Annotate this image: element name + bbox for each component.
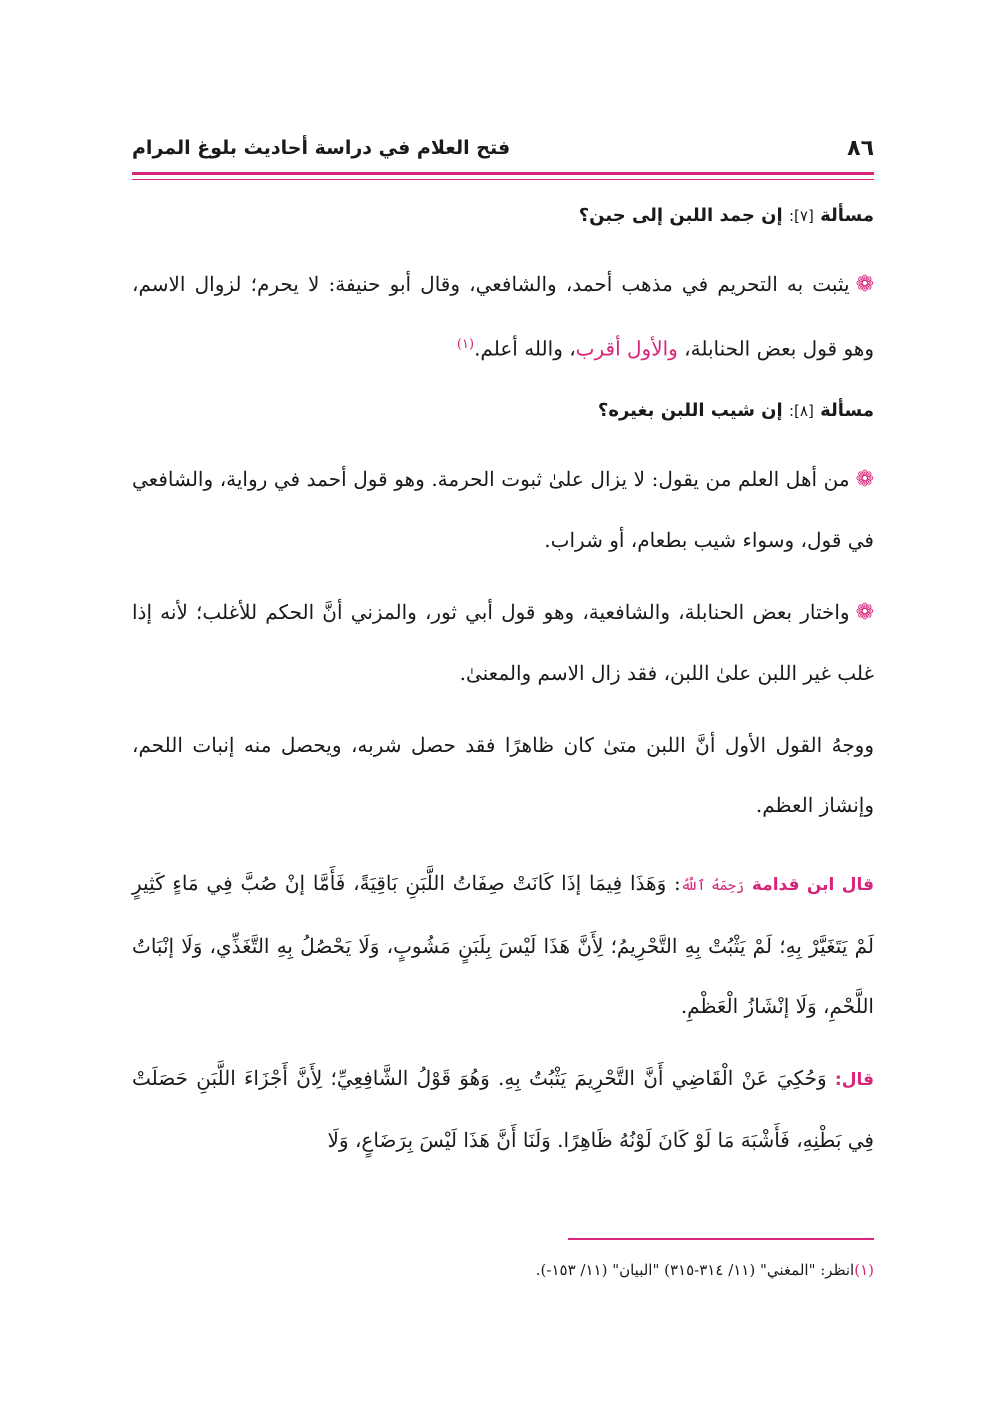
issue-number: [٧]: bbox=[788, 207, 814, 225]
paragraph-5-quote bbox=[132, 853, 874, 1036]
page-body bbox=[132, 196, 874, 1182]
paragraph-tail: ، والله أعلم. bbox=[474, 336, 576, 361]
quote-text: : وَهَذَا فِيمَا إذَا كَانَتْ صِفَاتُ اللَّبَنِ بَاقِيَةً، فَأَمَّا إنْ صُبَّ فِي مَاءٍ كَثِيرٍ لَمْ يَتَغَيَّرْ بِهِ؛ لَمْ يَثْبُتْ بِهِ التَّحْرِيمُ؛ لِأَنَّ هَذَا لَيْسَ بِلَبَنٍ مَشُوبٍ، وَلَا يَحْصُلُ بِهِ التَّغَذِّي، وَلَا إنْبَاتُ اللَّحْمِ، وَلَا إنْشَازُ الْعَظْمِ. bbox=[132, 870, 874, 1018]
paragraph-2 bbox=[132, 449, 874, 570]
paragraph-6-quote bbox=[132, 1048, 874, 1170]
paragraph-1 bbox=[132, 254, 874, 379]
flower-bullet-icon: ❁ bbox=[855, 272, 874, 297]
footnote-separator bbox=[568, 1238, 874, 1240]
paragraph-3 bbox=[132, 582, 874, 703]
issue-question: إن شيب اللبن بغيره؟ bbox=[597, 399, 783, 421]
paragraph-text: ووجهُ القول الأول أنَّ اللبن متىٰ كان ظاهرًا فقد حصل شربه، ويحصل منه إنبات اللحم، وإنشاز العظم. bbox=[132, 732, 874, 817]
quote-text: وَحُكِيَ عَنْ الْقَاضِي أَنَّ التَّحْرِيمَ يَثْبُتُ بِهِ. وَهُوَ قَوْلُ الشَّافِعِيِّ؛ لِأَنَّ أَجْزَاءَ اللَّبَنِ حَصَلَتْ فِي بَطْنِهِ، فَأَشْبَهَ مَا لَوْ كَانَ لَوْنُهُ ظَاهِرًا. وَلَنَا أَنَّ هَذَا لَيْسَ بِرَضَاعٍ، وَلَا bbox=[132, 1065, 874, 1152]
footnote-reference[interactable]: (١) bbox=[456, 337, 475, 352]
issue-label: مسألة bbox=[820, 205, 874, 226]
paragraph-4 bbox=[132, 715, 874, 835]
book-title: فتح العلام في دراسة أحاديث بلوغ المرام bbox=[132, 137, 511, 159]
header-rule-thin bbox=[132, 179, 874, 180]
issue-heading-7 bbox=[132, 196, 874, 236]
speaker-name: قال ابن قدامة bbox=[751, 874, 874, 895]
issue-label: مسألة bbox=[820, 399, 874, 421]
paragraph-text: يثبت به التحريم في مذهب أحمد، والشافعي، وقال أبو حنيفة: لا يحرم؛ لزوال الاسم، وهو قول بعض الحنابلة، bbox=[132, 272, 874, 361]
footnote-mark: (١) bbox=[854, 1261, 874, 1279]
header-rule-thick bbox=[132, 172, 874, 175]
honorific: رَحِمَهُ ٱللَّهُ bbox=[680, 877, 745, 894]
speaker-name: قال: bbox=[834, 1069, 874, 1090]
issue-number: [٨]: bbox=[788, 401, 814, 420]
issue-heading-8 bbox=[132, 391, 874, 431]
flower-bullet-icon: ❁ bbox=[855, 466, 874, 492]
page-number: ٨٦ bbox=[847, 135, 874, 161]
issue-question: إن جمد اللبن إلى جبن؟ bbox=[578, 205, 783, 226]
paragraph-text: من أهل العلم من يقول: لا يزال علىٰ ثبوت الحرمة. وهو قول أحمد في رواية، والشافعي في قول، وسواء شيب بطعام، أو شراب. bbox=[132, 466, 874, 552]
footnote bbox=[132, 1256, 874, 1284]
page-header bbox=[132, 128, 874, 168]
footnote-text: انظر: "المغني" (١١/ ٣١٤-٣١٥) "البيان" (١١/ ١٥٣-). bbox=[535, 1261, 855, 1279]
paragraph-text: واختار بعض الحنابلة، والشافعية، وهو قول أبي ثور، والمزني أنَّ الحكم للأغلب؛ لأنه إذا غلب غير اللبن علىٰ اللبن، فقد زال الاسم والمعنىٰ. bbox=[132, 599, 874, 685]
highlighted-phrase: والأول أقرب bbox=[575, 336, 678, 361]
flower-bullet-icon: ❁ bbox=[855, 599, 874, 625]
